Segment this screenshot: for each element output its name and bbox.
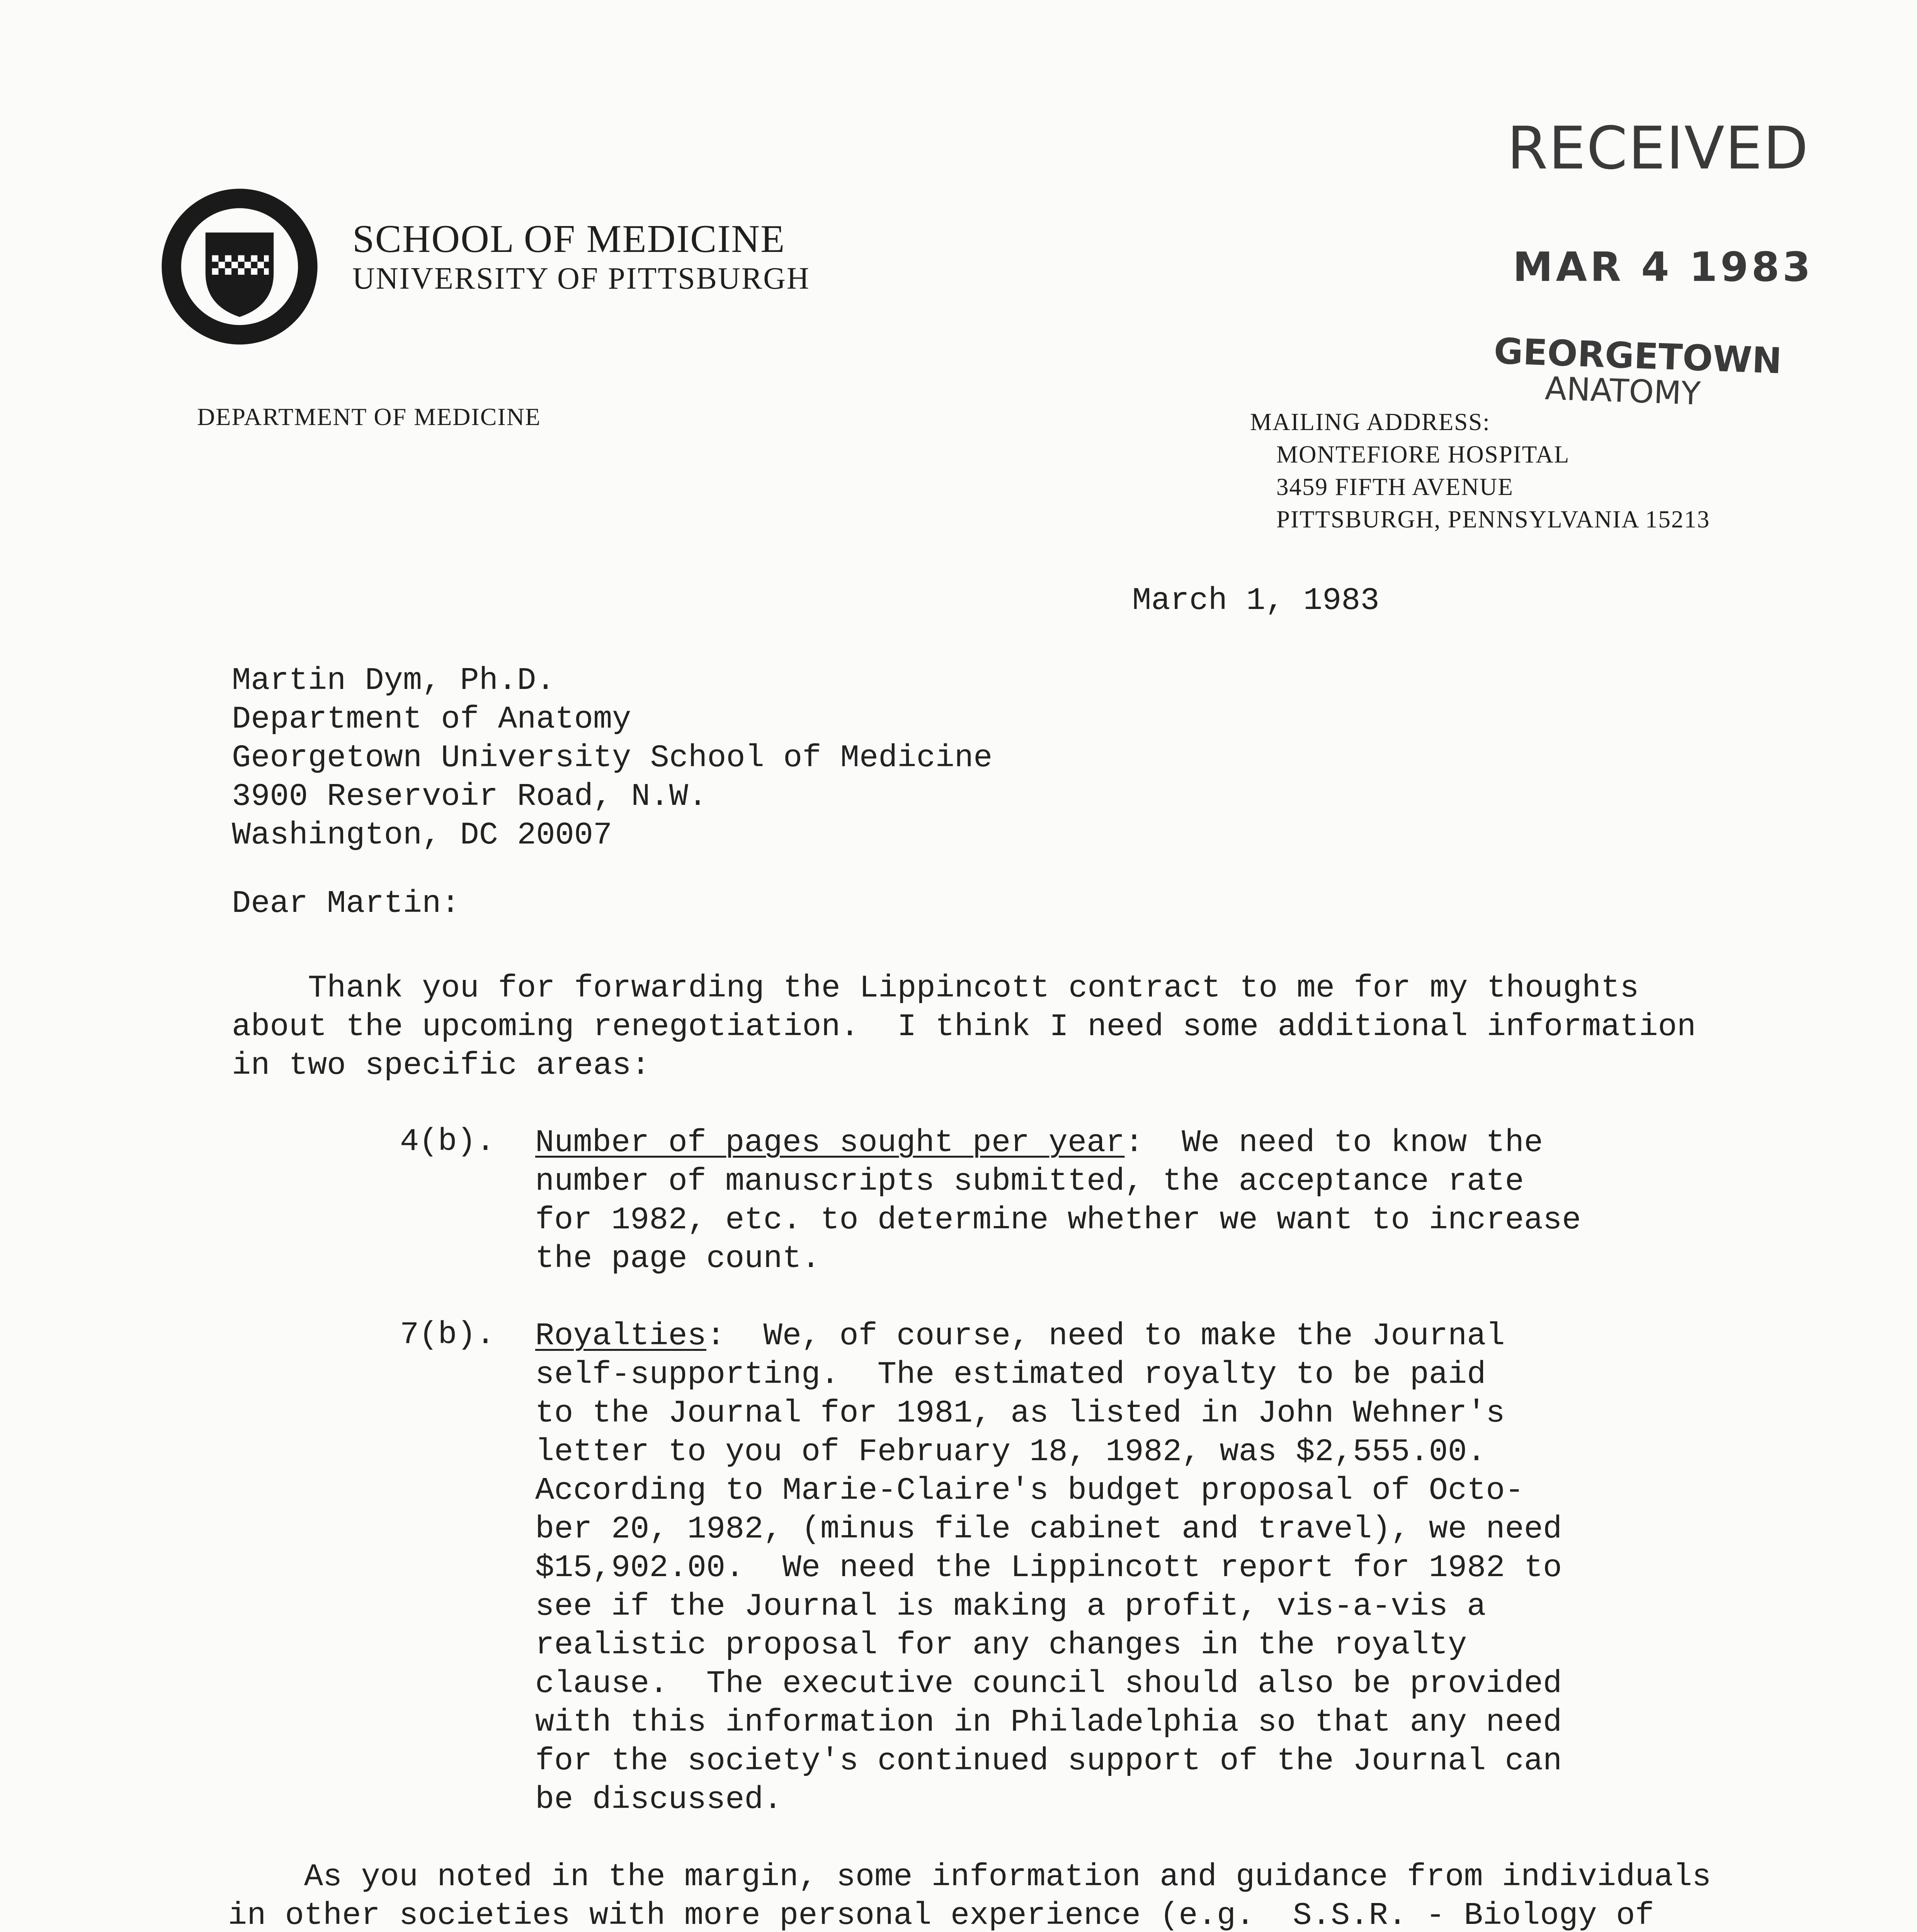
item-heading: Royalties <box>535 1318 706 1354</box>
item-number: 7(b). <box>400 1317 495 1353</box>
recipient-address <box>232 662 992 855</box>
salutation: Dear Martin: <box>232 886 460 922</box>
letter-date: March 1, 1983 <box>1132 583 1379 619</box>
item-text: : We need to know the number of manuscripts submitted, the acceptance rate for 1982, etc. to determine whether we want to increase the page count. <box>535 1125 1581 1277</box>
school-name: SCHOOL OF MEDICINE <box>352 217 786 261</box>
recipient-line: Washington, DC 20007 <box>232 817 612 853</box>
item-heading: Number of pages sought per year <box>535 1125 1125 1161</box>
body-paragraph-intro: Thank you for forwarding the Lippincott contract to me for my thoughts about the upcoming renegotiation. I think I need some additional information in two specific areas: <box>232 970 1696 1083</box>
mailing-address <box>1250 406 1710 536</box>
received-stamp-date: MAR 4 1983 <box>1513 243 1814 291</box>
recipient-line: Georgetown University School of Medicine <box>232 740 993 776</box>
mailing-address-line: PITTSBURGH, PENNSYLVANIA 15213 <box>1276 506 1710 533</box>
recipient-line: Martin Dym, Ph.D. <box>232 663 555 699</box>
item-text: : We, of course, need to make the Journal self-supporting. The estimated royalty to be paid to the Journal for 1981, as listed in John Wehner's letter to you of February 18, 1982, was $2,555.00. According to Marie-Claire's budget proposal of Octo- ber 20, 1982, (minus file cabinet and travel), we need $15,902.00. We need the Lippincott report for 1982 to see if the Journal is making a profit, vis-a-vis a realistic proposal for any changes in the royalty clause. The executive council should also be provided with this information in Philadelphia so that any need for the society's continued support of the Journal can be discussed. <box>535 1318 1562 1818</box>
mailing-address-line: 3459 FIFTH AVENUE <box>1276 473 1514 500</box>
item-royalties <box>535 1317 1562 1819</box>
received-stamp-institution: GEORGETOWN <box>1493 330 1783 382</box>
department-name: DEPARTMENT OF MEDICINE <box>197 403 541 430</box>
recipient-line: 3900 Reservoir Road, N.W. <box>232 779 708 815</box>
received-stamp-department: ANATOMY <box>1544 370 1701 412</box>
recipient-line: Department of Anatomy <box>232 701 631 737</box>
received-stamp: RECEIVED <box>1507 114 1809 182</box>
item-number: 4(b). <box>400 1124 495 1160</box>
university-seal-logo <box>158 185 321 348</box>
mailing-address-label: MAILING ADDRESS: <box>1250 408 1490 435</box>
mailing-address-line: MONTEFIORE HOSPITAL <box>1276 441 1570 468</box>
body-paragraph-closing: As you noted in the margin, some information and guidance from individuals in other societies with more personal experience (e.g. S.S.R. - Biology of <box>228 1859 1711 1932</box>
university-name: UNIVERSITY OF PITTSBURGH <box>352 262 810 296</box>
item-pages <box>535 1124 1581 1278</box>
